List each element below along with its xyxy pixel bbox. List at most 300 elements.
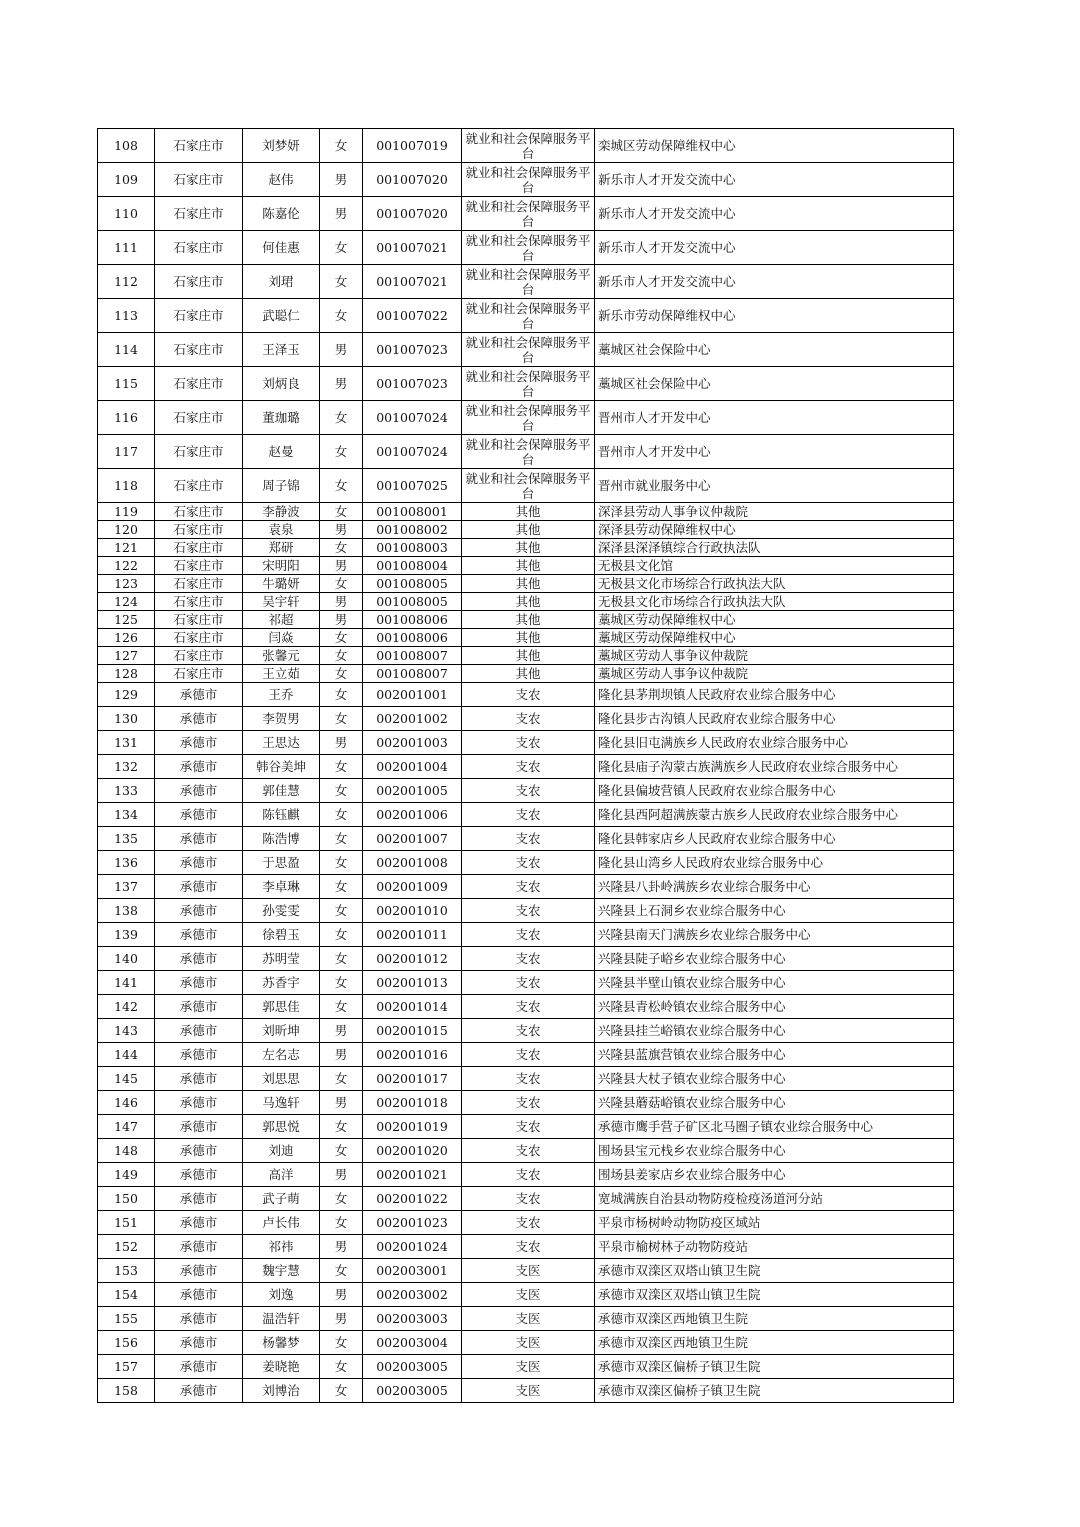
name-cell: 郭思佳 xyxy=(243,995,320,1019)
position-code-cell: 001007020 xyxy=(363,197,462,231)
gender-cell: 女 xyxy=(320,1187,363,1211)
work-unit-cell: 兴隆县半壁山镇农业综合服务中心 xyxy=(595,971,954,995)
work-unit-cell: 围场县姜家店乡农业综合服务中心 xyxy=(595,1163,954,1187)
post-type-cell: 就业和社会保障服务平台 xyxy=(462,231,595,265)
gender-cell: 男 xyxy=(320,333,363,367)
name-cell: 徐碧玉 xyxy=(243,923,320,947)
table-row xyxy=(98,299,954,333)
post-type-cell: 支农 xyxy=(462,731,595,755)
city-cell: 石家庄市 xyxy=(155,575,243,593)
post-type-cell: 支农 xyxy=(462,899,595,923)
post-type-cell: 支农 xyxy=(462,1139,595,1163)
work-unit-cell: 藁城区社会保险中心 xyxy=(595,367,954,401)
gender-cell: 女 xyxy=(320,469,363,503)
table-row xyxy=(98,1091,954,1115)
post-type-cell: 支农 xyxy=(462,971,595,995)
position-code-cell: 001007023 xyxy=(363,367,462,401)
city-cell: 石家庄市 xyxy=(155,401,243,435)
work-unit-cell: 兴隆县青松岭镇农业综合服务中心 xyxy=(595,995,954,1019)
post-type-cell: 就业和社会保障服务平台 xyxy=(462,401,595,435)
city-cell: 承德市 xyxy=(155,1067,243,1091)
position-code-cell: 001007025 xyxy=(363,469,462,503)
row-number-cell: 157 xyxy=(98,1355,155,1379)
gender-cell: 女 xyxy=(320,1115,363,1139)
roster-table xyxy=(97,128,954,1403)
position-code-cell: 002001003 xyxy=(363,731,462,755)
work-unit-cell: 新乐市人才开发交流中心 xyxy=(595,197,954,231)
gender-cell: 女 xyxy=(320,683,363,707)
position-code-cell: 002001005 xyxy=(363,779,462,803)
gender-cell: 女 xyxy=(320,539,363,557)
row-number-cell: 143 xyxy=(98,1019,155,1043)
row-number-cell: 121 xyxy=(98,539,155,557)
work-unit-cell: 兴隆县蘑菇峪镇农业综合服务中心 xyxy=(595,1091,954,1115)
row-number-cell: 141 xyxy=(98,971,155,995)
post-type-cell: 就业和社会保障服务平台 xyxy=(462,163,595,197)
table-row xyxy=(98,1067,954,1091)
row-number-cell: 108 xyxy=(98,129,155,163)
table-row xyxy=(98,333,954,367)
city-cell: 石家庄市 xyxy=(155,129,243,163)
row-number-cell: 130 xyxy=(98,707,155,731)
post-type-cell: 支农 xyxy=(462,683,595,707)
table-row xyxy=(98,401,954,435)
city-cell: 承德市 xyxy=(155,1259,243,1283)
work-unit-cell: 兴隆县上石洞乡农业综合服务中心 xyxy=(595,899,954,923)
name-cell: 刘思思 xyxy=(243,1067,320,1091)
city-cell: 承德市 xyxy=(155,1043,243,1067)
name-cell: 卢长伟 xyxy=(243,1211,320,1235)
position-code-cell: 002003002 xyxy=(363,1283,462,1307)
city-cell: 石家庄市 xyxy=(155,593,243,611)
position-code-cell: 002001012 xyxy=(363,947,462,971)
post-type-cell: 支农 xyxy=(462,1019,595,1043)
position-code-cell: 002003005 xyxy=(363,1355,462,1379)
gender-cell: 男 xyxy=(320,1283,363,1307)
table-row xyxy=(98,1187,954,1211)
name-cell: 郑研 xyxy=(243,539,320,557)
post-type-cell: 就业和社会保障服务平台 xyxy=(462,265,595,299)
gender-cell: 女 xyxy=(320,995,363,1019)
table-row xyxy=(98,611,954,629)
row-number-cell: 136 xyxy=(98,851,155,875)
city-cell: 承德市 xyxy=(155,1331,243,1355)
row-number-cell: 115 xyxy=(98,367,155,401)
post-type-cell: 支农 xyxy=(462,755,595,779)
table-row xyxy=(98,1139,954,1163)
row-number-cell: 146 xyxy=(98,1091,155,1115)
city-cell: 承德市 xyxy=(155,1139,243,1163)
post-type-cell: 其他 xyxy=(462,557,595,575)
work-unit-cell: 隆化县偏坡营镇人民政府农业综合服务中心 xyxy=(595,779,954,803)
city-cell: 承德市 xyxy=(155,995,243,1019)
table-row xyxy=(98,707,954,731)
gender-cell: 男 xyxy=(320,1307,363,1331)
work-unit-cell: 隆化县西阿超满族蒙古族乡人民政府农业综合服务中心 xyxy=(595,803,954,827)
post-type-cell: 就业和社会保障服务平台 xyxy=(462,299,595,333)
gender-cell: 女 xyxy=(320,947,363,971)
row-number-cell: 140 xyxy=(98,947,155,971)
work-unit-cell: 承德市双滦区西地镇卫生院 xyxy=(595,1331,954,1355)
name-cell: 陈钰麒 xyxy=(243,803,320,827)
name-cell: 郭思悦 xyxy=(243,1115,320,1139)
table-row xyxy=(98,827,954,851)
post-type-cell: 支医 xyxy=(462,1355,595,1379)
post-type-cell: 支农 xyxy=(462,875,595,899)
post-type-cell: 就业和社会保障服务平台 xyxy=(462,435,595,469)
gender-cell: 女 xyxy=(320,1379,363,1403)
table-row xyxy=(98,755,954,779)
table-row xyxy=(98,469,954,503)
work-unit-cell: 承德市双滦区双塔山镇卫生院 xyxy=(595,1283,954,1307)
table-row xyxy=(98,629,954,647)
work-unit-cell: 平泉市榆树林子动物防疫站 xyxy=(595,1235,954,1259)
position-code-cell: 002001002 xyxy=(363,707,462,731)
table-row xyxy=(98,899,954,923)
name-cell: 张馨元 xyxy=(243,647,320,665)
gender-cell: 男 xyxy=(320,1163,363,1187)
gender-cell: 女 xyxy=(320,265,363,299)
city-cell: 承德市 xyxy=(155,755,243,779)
position-code-cell: 001007020 xyxy=(363,163,462,197)
position-code-cell: 001008005 xyxy=(363,575,462,593)
city-cell: 石家庄市 xyxy=(155,469,243,503)
gender-cell: 男 xyxy=(320,731,363,755)
row-number-cell: 147 xyxy=(98,1115,155,1139)
row-number-cell: 111 xyxy=(98,231,155,265)
row-number-cell: 112 xyxy=(98,265,155,299)
table-row xyxy=(98,803,954,827)
work-unit-cell: 藁城区劳动保障维权中心 xyxy=(595,611,954,629)
work-unit-cell: 无极县文化市场综合行政执法大队 xyxy=(595,593,954,611)
table-row xyxy=(98,367,954,401)
name-cell: 陈浩博 xyxy=(243,827,320,851)
gender-cell: 女 xyxy=(320,129,363,163)
row-number-cell: 138 xyxy=(98,899,155,923)
name-cell: 高洋 xyxy=(243,1163,320,1187)
work-unit-cell: 隆化县旧屯满族乡人民政府农业综合服务中心 xyxy=(595,731,954,755)
gender-cell: 女 xyxy=(320,875,363,899)
table-row xyxy=(98,163,954,197)
post-type-cell: 支农 xyxy=(462,1235,595,1259)
city-cell: 承德市 xyxy=(155,1355,243,1379)
name-cell: 陈嘉伦 xyxy=(243,197,320,231)
name-cell: 王泽玉 xyxy=(243,333,320,367)
name-cell: 牛璐妍 xyxy=(243,575,320,593)
work-unit-cell: 晋州市就业服务中心 xyxy=(595,469,954,503)
table-row xyxy=(98,923,954,947)
name-cell: 韩谷美坤 xyxy=(243,755,320,779)
row-number-cell: 133 xyxy=(98,779,155,803)
gender-cell: 女 xyxy=(320,299,363,333)
name-cell: 武聪仁 xyxy=(243,299,320,333)
table-row xyxy=(98,197,954,231)
position-code-cell: 001008006 xyxy=(363,629,462,647)
city-cell: 石家庄市 xyxy=(155,539,243,557)
name-cell: 赵伟 xyxy=(243,163,320,197)
gender-cell: 男 xyxy=(320,1019,363,1043)
gender-cell: 女 xyxy=(320,827,363,851)
work-unit-cell: 承德市双滦区偏桥子镇卫生院 xyxy=(595,1379,954,1403)
city-cell: 承德市 xyxy=(155,707,243,731)
work-unit-cell: 藁城区劳动人事争议仲裁院 xyxy=(595,665,954,683)
gender-cell: 女 xyxy=(320,707,363,731)
work-unit-cell: 深泽县劳动保障维权中心 xyxy=(595,521,954,539)
row-number-cell: 150 xyxy=(98,1187,155,1211)
post-type-cell: 支农 xyxy=(462,947,595,971)
name-cell: 袁泉 xyxy=(243,521,320,539)
city-cell: 承德市 xyxy=(155,947,243,971)
gender-cell: 男 xyxy=(320,1091,363,1115)
table-row xyxy=(98,1019,954,1043)
row-number-cell: 131 xyxy=(98,731,155,755)
name-cell: 刘逸 xyxy=(243,1283,320,1307)
city-cell: 承德市 xyxy=(155,899,243,923)
post-type-cell: 就业和社会保障服务平台 xyxy=(462,469,595,503)
row-number-cell: 118 xyxy=(98,469,155,503)
gender-cell: 男 xyxy=(320,197,363,231)
city-cell: 承德市 xyxy=(155,851,243,875)
work-unit-cell: 无极县文化市场综合行政执法大队 xyxy=(595,575,954,593)
position-code-cell: 002001020 xyxy=(363,1139,462,1163)
work-unit-cell: 隆化县山湾乡人民政府农业综合服务中心 xyxy=(595,851,954,875)
row-number-cell: 151 xyxy=(98,1211,155,1235)
work-unit-cell: 宽城满族自治县动物防疫检疫汤道河分站 xyxy=(595,1187,954,1211)
post-type-cell: 其他 xyxy=(462,593,595,611)
city-cell: 石家庄市 xyxy=(155,163,243,197)
name-cell: 魏宇慧 xyxy=(243,1259,320,1283)
city-cell: 承德市 xyxy=(155,875,243,899)
work-unit-cell: 隆化县庙子沟蒙古族满族乡人民政府农业综合服务中心 xyxy=(595,755,954,779)
position-code-cell: 002001001 xyxy=(363,683,462,707)
table-row xyxy=(98,265,954,299)
row-number-cell: 137 xyxy=(98,875,155,899)
work-unit-cell: 兴隆县八卦岭满族乡农业综合服务中心 xyxy=(595,875,954,899)
name-cell: 杨馨梦 xyxy=(243,1331,320,1355)
table-row xyxy=(98,231,954,265)
name-cell: 郭佳慧 xyxy=(243,779,320,803)
row-number-cell: 144 xyxy=(98,1043,155,1067)
name-cell: 左名志 xyxy=(243,1043,320,1067)
name-cell: 马逸轩 xyxy=(243,1091,320,1115)
city-cell: 石家庄市 xyxy=(155,557,243,575)
city-cell: 承德市 xyxy=(155,1187,243,1211)
city-cell: 承德市 xyxy=(155,731,243,755)
table-row xyxy=(98,971,954,995)
row-number-cell: 145 xyxy=(98,1067,155,1091)
position-code-cell: 002001009 xyxy=(363,875,462,899)
position-code-cell: 001008004 xyxy=(363,557,462,575)
city-cell: 承德市 xyxy=(155,683,243,707)
position-code-cell: 001007019 xyxy=(363,129,462,163)
gender-cell: 女 xyxy=(320,755,363,779)
work-unit-cell: 兴隆县蓝旗营镇农业综合服务中心 xyxy=(595,1043,954,1067)
name-cell: 苏明莹 xyxy=(243,947,320,971)
work-unit-cell: 承德市鹰手营子矿区北马圈子镇农业综合服务中心 xyxy=(595,1115,954,1139)
name-cell: 吴宇轩 xyxy=(243,593,320,611)
row-number-cell: 113 xyxy=(98,299,155,333)
gender-cell: 男 xyxy=(320,557,363,575)
gender-cell: 女 xyxy=(320,435,363,469)
post-type-cell: 支农 xyxy=(462,1163,595,1187)
row-number-cell: 109 xyxy=(98,163,155,197)
position-code-cell: 001007024 xyxy=(363,435,462,469)
table-row xyxy=(98,1283,954,1307)
post-type-cell: 支农 xyxy=(462,779,595,803)
post-type-cell: 支医 xyxy=(462,1379,595,1403)
post-type-cell: 就业和社会保障服务平台 xyxy=(462,367,595,401)
row-number-cell: 139 xyxy=(98,923,155,947)
gender-cell: 女 xyxy=(320,899,363,923)
name-cell: 祁祎 xyxy=(243,1235,320,1259)
position-code-cell: 002001024 xyxy=(363,1235,462,1259)
row-number-cell: 158 xyxy=(98,1379,155,1403)
gender-cell: 女 xyxy=(320,923,363,947)
city-cell: 石家庄市 xyxy=(155,503,243,521)
position-code-cell: 001008006 xyxy=(363,611,462,629)
gender-cell: 男 xyxy=(320,1235,363,1259)
post-type-cell: 支农 xyxy=(462,923,595,947)
table-row xyxy=(98,435,954,469)
city-cell: 承德市 xyxy=(155,923,243,947)
work-unit-cell: 深泽县深泽镇综合行政执法队 xyxy=(595,539,954,557)
row-number-cell: 155 xyxy=(98,1307,155,1331)
table-row xyxy=(98,557,954,575)
city-cell: 承德市 xyxy=(155,1019,243,1043)
work-unit-cell: 无极县文化馆 xyxy=(595,557,954,575)
position-code-cell: 002001013 xyxy=(363,971,462,995)
post-type-cell: 支农 xyxy=(462,1043,595,1067)
post-type-cell: 支农 xyxy=(462,995,595,1019)
row-number-cell: 153 xyxy=(98,1259,155,1283)
name-cell: 于思盈 xyxy=(243,851,320,875)
city-cell: 石家庄市 xyxy=(155,265,243,299)
position-code-cell: 002001019 xyxy=(363,1115,462,1139)
table-row xyxy=(98,1115,954,1139)
gender-cell: 女 xyxy=(320,779,363,803)
post-type-cell: 支医 xyxy=(462,1259,595,1283)
work-unit-cell: 兴隆县南天门满族乡农业综合服务中心 xyxy=(595,923,954,947)
city-cell: 承德市 xyxy=(155,1283,243,1307)
work-unit-cell: 兴隆县挂兰峪镇农业综合服务中心 xyxy=(595,1019,954,1043)
city-cell: 承德市 xyxy=(155,1115,243,1139)
gender-cell: 女 xyxy=(320,803,363,827)
position-code-cell: 002001022 xyxy=(363,1187,462,1211)
row-number-cell: 122 xyxy=(98,557,155,575)
row-number-cell: 117 xyxy=(98,435,155,469)
table-row xyxy=(98,647,954,665)
work-unit-cell: 藁城区劳动人事争议仲裁院 xyxy=(595,647,954,665)
work-unit-cell: 隆化县步古沟镇人民政府农业综合服务中心 xyxy=(595,707,954,731)
name-cell: 王立茹 xyxy=(243,665,320,683)
table-row xyxy=(98,503,954,521)
position-code-cell: 001007021 xyxy=(363,231,462,265)
work-unit-cell: 隆化县茅荆坝镇人民政府农业综合服务中心 xyxy=(595,683,954,707)
position-code-cell: 002001008 xyxy=(363,851,462,875)
row-number-cell: 114 xyxy=(98,333,155,367)
gender-cell: 男 xyxy=(320,1043,363,1067)
position-code-cell: 001007023 xyxy=(363,333,462,367)
city-cell: 承德市 xyxy=(155,1091,243,1115)
position-code-cell: 002001015 xyxy=(363,1019,462,1043)
post-type-cell: 其他 xyxy=(462,521,595,539)
work-unit-cell: 围场县宝元栈乡农业综合服务中心 xyxy=(595,1139,954,1163)
position-code-cell: 002001010 xyxy=(363,899,462,923)
name-cell: 李贺男 xyxy=(243,707,320,731)
gender-cell: 女 xyxy=(320,1067,363,1091)
table-row xyxy=(98,1211,954,1235)
city-cell: 承德市 xyxy=(155,1163,243,1187)
row-number-cell: 123 xyxy=(98,575,155,593)
name-cell: 赵曼 xyxy=(243,435,320,469)
gender-cell: 女 xyxy=(320,401,363,435)
post-type-cell: 其他 xyxy=(462,665,595,683)
work-unit-cell: 新乐市人才开发交流中心 xyxy=(595,231,954,265)
table-row xyxy=(98,731,954,755)
name-cell: 周子锦 xyxy=(243,469,320,503)
table-row xyxy=(98,1331,954,1355)
position-code-cell: 001008007 xyxy=(363,665,462,683)
city-cell: 承德市 xyxy=(155,779,243,803)
name-cell: 李静波 xyxy=(243,503,320,521)
position-code-cell: 002001004 xyxy=(363,755,462,779)
work-unit-cell: 新乐市人才开发交流中心 xyxy=(595,163,954,197)
gender-cell: 男 xyxy=(320,163,363,197)
position-code-cell: 002001006 xyxy=(363,803,462,827)
post-type-cell: 支农 xyxy=(462,1187,595,1211)
post-type-cell: 支医 xyxy=(462,1307,595,1331)
row-number-cell: 134 xyxy=(98,803,155,827)
city-cell: 承德市 xyxy=(155,1235,243,1259)
city-cell: 石家庄市 xyxy=(155,521,243,539)
position-code-cell: 001008003 xyxy=(363,539,462,557)
table-row xyxy=(98,521,954,539)
city-cell: 石家庄市 xyxy=(155,647,243,665)
position-code-cell: 001008005 xyxy=(363,593,462,611)
gender-cell: 女 xyxy=(320,1211,363,1235)
table-row xyxy=(98,539,954,557)
gender-cell: 男 xyxy=(320,367,363,401)
gender-cell: 女 xyxy=(320,1355,363,1379)
row-number-cell: 148 xyxy=(98,1139,155,1163)
position-code-cell: 002003004 xyxy=(363,1331,462,1355)
gender-cell: 女 xyxy=(320,575,363,593)
post-type-cell: 支农 xyxy=(462,851,595,875)
position-code-cell: 001008007 xyxy=(363,647,462,665)
work-unit-cell: 承德市双滦区双塔山镇卫生院 xyxy=(595,1259,954,1283)
post-type-cell: 支农 xyxy=(462,1091,595,1115)
row-number-cell: 149 xyxy=(98,1163,155,1187)
row-number-cell: 127 xyxy=(98,647,155,665)
table-row xyxy=(98,665,954,683)
name-cell: 刘博治 xyxy=(243,1379,320,1403)
name-cell: 刘梦妍 xyxy=(243,129,320,163)
position-code-cell: 002001023 xyxy=(363,1211,462,1235)
post-type-cell: 支农 xyxy=(462,1115,595,1139)
city-cell: 石家庄市 xyxy=(155,665,243,683)
position-code-cell: 001007024 xyxy=(363,401,462,435)
row-number-cell: 132 xyxy=(98,755,155,779)
work-unit-cell: 兴隆县大杖子镇农业综合服务中心 xyxy=(595,1067,954,1091)
work-unit-cell: 藁城区社会保险中心 xyxy=(595,333,954,367)
name-cell: 董珈璐 xyxy=(243,401,320,435)
position-code-cell: 002001011 xyxy=(363,923,462,947)
post-type-cell: 支农 xyxy=(462,1211,595,1235)
city-cell: 石家庄市 xyxy=(155,299,243,333)
post-type-cell: 其他 xyxy=(462,647,595,665)
city-cell: 石家庄市 xyxy=(155,333,243,367)
work-unit-cell: 新乐市人才开发交流中心 xyxy=(595,265,954,299)
